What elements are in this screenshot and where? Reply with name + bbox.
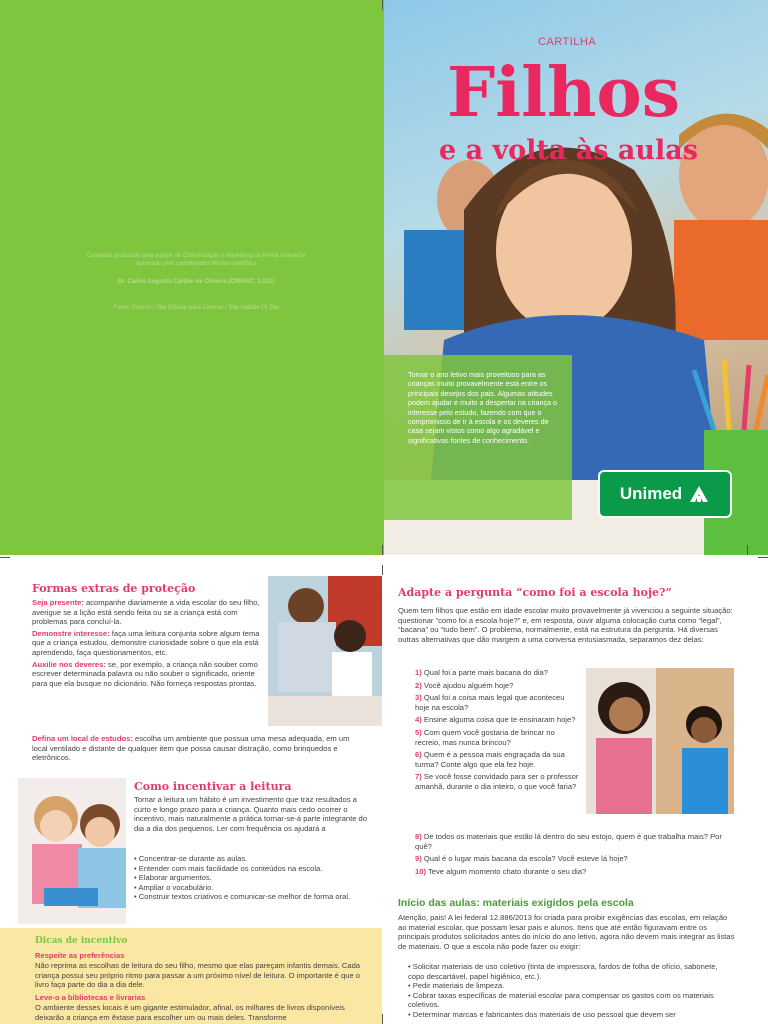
crop-mark [382,565,383,575]
list-item: 4) Ensine alguma coisa que te ensinaram hoje? [415,715,576,725]
credits-source: Fonte: Procon / Site Educar para Crescer / Site Update Or Die [113,305,279,311]
list-item: • Elaborar argumentos. [134,873,212,883]
materiais-intro: Atenção, pais! A lei federal 12.886/2013 foi criada para proibir exigências das escolas, em relação ao material escolar, que possam lesar pais e alunos. Itens que até então figuravam entre os principais produtos solicitados antes do início do ano letivo, agora não devem mais integrar as listas de materiais. O que a escola não pode fazer ou exigir: [398,913,735,951]
dicas-item-label: Respeite as preferências [35,951,125,960]
mother-daughter-illustration [586,668,734,814]
materiais-title: Início das aulas: materiais exigidos pela escola [398,897,634,909]
list-item: 10) Teve algum momento chato durante o seu dia? [415,866,587,876]
crop-mark [0,557,10,558]
leitura-intro: Tornar a leitura um hábito é um investimento que traz resultados a curto e longo prazo para a criança. Quanto mais cedo ocorrer o incentivo, mais naturalmente a prática tornar-se-á parte integrante do dia a dia dos pequenos. Ler com frequência os ajudará a [134,795,367,833]
list-item: • Cobrar taxas específicas de material escolar para compensar os gastos com os materiais coletivos. [408,990,714,1010]
unimed-logo-text: Unimed [619,484,683,503]
dicas-box [0,928,382,1024]
list-item: 1) Qual foi a parte mais bacana do dia? [415,668,548,677]
list-item: 2) Você ajudou alguém hoje? [415,680,514,690]
list-item: 7) Se você fosse convidado para ser o professor amanhã, durante o dia inteiro, o que você faria? [415,772,579,791]
mother-daughter-photo [586,668,734,814]
intro-text: Tornar o ano letivo mais proveitoso para as crianças muito provavelmente está entre os principais desejos dos pais. Algumas atitudes podem ajudar e muito a despertar na criança o interesse pelo estudo, fazendo com que o compromisso de ir à escola e os deveres de casa sejam vistos como algo agradável e significativas fontes de conhecimento. [408,370,558,445]
cartilha-label: CARTILHA [538,36,597,48]
crop-mark [758,557,768,558]
protecao-list [32,598,260,690]
list-item: 9) Qual é o lugar mais bacana da escola? Você esteve lá hoje? [415,854,628,864]
list-item: • Entender com mais facilidade os conteúdos na escola. [134,863,323,873]
crop-mark [382,545,383,555]
father-son-illustration [268,576,382,726]
list-item: • Determinar marcas e fabricantes dos materiais de uso pessoal que devem ser [408,1009,676,1019]
questions-list-a [415,668,580,792]
pergunta-title: Adapte a pergunta “como foi a escola hoje?” [398,586,672,599]
list-item: • Ampliar o vocabulário. [134,882,214,892]
leitura-title: Como incentivar a leitura [134,780,292,793]
dicas-item-label: Leve-o a bibliotecas e livrarias [35,993,146,1002]
list-item: 6) Quem é a pessoa mais engraçada da sua turma? Conte algo que ela fez hoje. [415,750,565,769]
list-item: 5) Com quem você gostaria de brincar no recreio, mas nunca brincou? [415,727,555,747]
credits-doctor: Dr. Carlos Augusto Cardim de Oliveira (CRM/SC: 3.011) [117,279,275,285]
list-item: • Construir textos criativos e comunicar-se melhor de forma oral. [134,892,351,902]
reading-kids-photo [18,778,126,924]
protecao-item: Auxilie nos deveres: se, por exemplo, a criança não souber como escrever determinada palavra ou não souber o significado, oriente para que ela busque no dicionário. Não forneça respostas prontas. [32,659,258,688]
protecao-item: Defina um local de estudos: escolha um ambiente que possua uma mesa adequada, em um local ventilado e distante de qualquer item que possa causar distração, como brinquedos e eletrônicos. [32,734,350,763]
dicas-title: Dicas de incentivo [35,936,128,946]
crop-mark [747,545,748,555]
list-item: 3) Qual foi a coisa mais legal que aconteceu hoje na escola? [415,693,565,712]
credits-text: Conteúdo produzido pela equipe de Comunicação e Marketing do Portal Unimed e aprovado pelo coordenador técnico-científico [86,253,306,267]
list-item: • Solicitar materiais de uso coletivo (tinta de impressora, fardos de folha de ofício, sabonete, copo descartável, papel higiênico, etc.). [408,962,718,981]
questions-list-b [415,832,735,876]
protecao-title: Formas extras de proteção [32,582,196,595]
unimed-logo [598,470,732,518]
materiais-bullets [408,962,736,1020]
list-item: • Concentrar-se durante as aulas. [134,854,248,863]
dicas-item-text: O ambiente desses locais é um gigante estimulador, afinal, os milhares de livros disponíveis deixarão a criança em êxtase para escolher um ou mais deles. Transforme [35,1003,345,1022]
leitura-bullets [134,854,370,902]
crop-mark [382,0,383,10]
pergunta-intro: Quem tem filhos que estão em idade escolar muito provavelmente já vivenciou a seguinte situação: questionar “como foi a escola hoje?” e, em resposta, ouvir alguma colocação curta como “legal”, “bacana” ou “tudo bem”. O problema, normalmente, está na estrutura da pergunta. Há diversas outras alternativas que dão margem a uma conversa entusiasmada, separamos dez delas: [398,606,733,644]
list-item: • Pedir materiais de limpeza. [408,981,505,991]
cover-title: Filhos [447,53,681,133]
unimed-tree-icon [688,485,710,503]
list-item: 8) De todos os materiais que estão lá dentro do seu estojo, quem é que trabalha mais? Por quê? [415,832,722,851]
dicas-item-text: Não reprima as escolhas de leitura do seu filho, mesmo que elas pareçam infantis demais. Cada criança possui seu próprio ritmo para passar a um próximo nível de leitura. O importante é que o livro faça parte do dia a dia dele. [35,961,361,990]
protecao-item: Demonstre interesse: faça uma leitura conjunta sobre algum tema que a criança estudou, demonstre curiosidade sobre o que ela está aprendendo, faça questionamentos, etc. [32,628,260,657]
protecao-item: Seja presente: acompanhe diariamente a vida escolar do seu filho, averigue se a lição está sendo feita ou se a criança está com problemas para concluí-la. [32,598,260,627]
crop-mark [382,1014,383,1024]
cover-subtitle: e a volta às aulas [439,135,698,166]
father-son-photo [268,576,382,726]
reading-kids-illustration [18,778,126,924]
